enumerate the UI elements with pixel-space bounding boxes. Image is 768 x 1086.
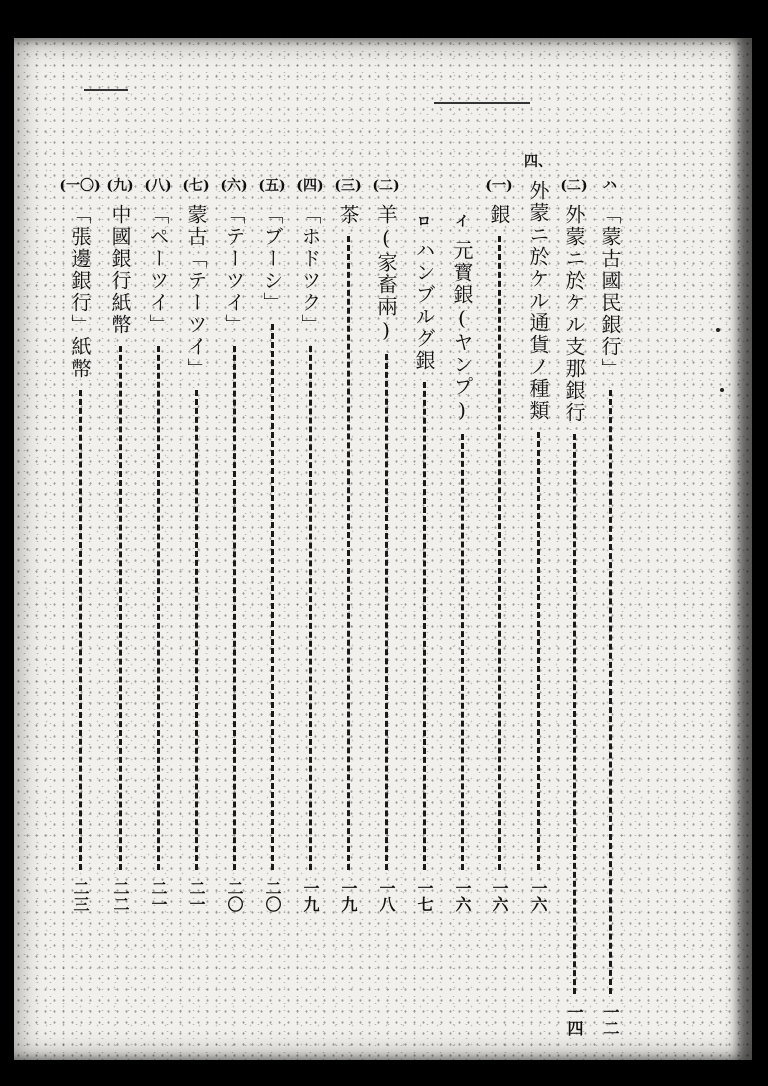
entry-title: ハンブルグ銀 (412, 240, 436, 372)
toc-entry (59, 166, 101, 942)
entry-marker: (六) (220, 178, 248, 194)
entry-marker: 四、 (524, 154, 552, 170)
entry-title: 外蒙ニ於ケル通貨ノ種類 (526, 180, 550, 422)
leader-dashes (573, 434, 576, 994)
entry-marker: ハ (603, 178, 617, 194)
entry-page: 一六 (529, 880, 548, 912)
leader-dashes (195, 390, 198, 870)
leader-dashes (537, 432, 540, 870)
entry-marker: (二) (560, 178, 588, 194)
toc-entry (406, 202, 442, 942)
top-left-rule (84, 89, 128, 91)
leader-dashes (347, 236, 350, 870)
entry-marker: (四) (296, 178, 324, 194)
entry-marker: (一) (485, 178, 513, 194)
leader-dashes (119, 346, 122, 870)
entry-marker: (二) (372, 178, 400, 194)
entry-title: 「蒙古國民銀行」 (598, 204, 622, 380)
leader-dashes (385, 354, 388, 870)
leader-dashes (461, 434, 464, 870)
entry-title: 蒙古「テーツイ」 (184, 204, 208, 380)
toc-entry (102, 166, 138, 942)
entry-title: 「ペーツイ」 (146, 204, 170, 336)
entry-title: 「ホドツク」 (298, 204, 322, 336)
entry-title: 外蒙ニ於ケル支那銀行 (562, 204, 586, 424)
toc-entry (444, 202, 480, 942)
entry-marker: (九) (106, 178, 134, 194)
leader-dashes (309, 346, 312, 870)
toc-entry (178, 166, 214, 942)
toc-entry (520, 142, 556, 942)
document-page (14, 38, 752, 1060)
toc-entry (592, 166, 628, 1060)
entry-page: 一八 (377, 880, 396, 912)
leader-dashes (271, 324, 274, 870)
entry-page: 一七 (415, 880, 434, 912)
leader-dashes (423, 382, 426, 870)
entry-title: 銀 (487, 204, 511, 226)
entry-page: 一四 (565, 1004, 584, 1036)
toc-entry (330, 166, 366, 942)
entry-page: 二〇 (263, 880, 282, 912)
leader-dashes (233, 346, 236, 870)
entry-page: 一六 (490, 880, 509, 912)
entry-page: 一二 (601, 1004, 620, 1036)
entry-page: 二〇 (225, 880, 244, 912)
entry-marker: (一〇) (59, 178, 101, 194)
speck (716, 328, 720, 332)
entry-marker: (八) (144, 178, 172, 194)
toc-entry (216, 166, 252, 942)
toc-entry (556, 166, 592, 1060)
entry-page: 一九 (301, 880, 320, 912)
entry-title: 中國銀行紙幣 (108, 204, 132, 336)
entry-title: 「ブーシ」 (260, 204, 284, 314)
leader-dashes (498, 236, 501, 870)
entry-marker: イ (455, 214, 469, 230)
entry-marker: ロ (417, 214, 431, 230)
entry-page: 二三 (71, 880, 90, 912)
leader-dashes (157, 346, 160, 870)
leader-dashes (79, 390, 82, 870)
toc-entry (140, 166, 176, 942)
entry-marker: (七) (182, 178, 210, 194)
leader-dashes (609, 390, 612, 994)
entry-page: 一六 (453, 880, 472, 912)
toc-entry (292, 166, 328, 942)
entry-title: 元寳銀(ヤンプ) (450, 240, 474, 424)
toc-entry (481, 166, 517, 942)
entry-title: 「張邊銀行」紙幣 (68, 204, 92, 380)
entry-page: 一九 (339, 880, 358, 912)
entry-page: 二一 (187, 880, 206, 912)
entry-title: 「テーツイ」 (222, 204, 246, 336)
entry-title: 羊(家畜兩) (374, 204, 398, 344)
entry-marker: (五) (258, 178, 286, 194)
entry-page: 二一 (149, 880, 168, 912)
entry-marker: (三) (334, 178, 362, 194)
toc-entry (368, 166, 404, 942)
toc-entry (254, 166, 290, 942)
entry-title: 茶 (336, 204, 360, 226)
top-rule (434, 102, 530, 104)
speck (720, 388, 724, 392)
entry-page: 二二 (111, 880, 130, 912)
